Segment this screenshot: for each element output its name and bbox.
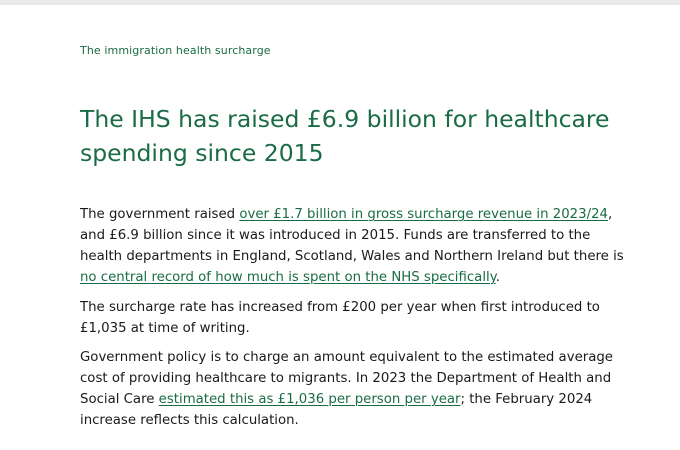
paragraph-revenue [80,204,628,288]
paragraph-text: , and £6.9 billion since it was introduced in 2015. Funds are transferred to the health departments in England, Scotland, Wales and Northern Ireland but there is [80,207,624,264]
paragraph-text: . [495,270,500,285]
paragraph-text: The government raised [80,207,240,222]
top-bar [0,0,680,5]
paragraph-text: Government policy is to charge an amount equivalent to the estimated average cost of providing healthcare to migrants. In 2023 the Department of Health and Social Care [80,350,613,407]
section-label: The immigration health surcharge [80,44,271,57]
page-headline: The IHS has raised £6.9 billion for healthcare spending since 2015 [80,105,610,167]
nhs-spending-record-link[interactable]: no central record of how much is spent on the NHS specifically [80,270,496,285]
surcharge-revenue-link[interactable]: over £1.7 billion in gross surcharge revenue in 2023/24 [239,207,608,222]
paragraph-rate: The surcharge rate has increased from £200 per year when first introduced to £1,035 at time of writing. [80,300,600,336]
cost-estimate-link[interactable]: estimated this as £1,036 per person per year [158,392,461,407]
paragraph-text: ; the February 2024 increase reflects this calculation. [80,392,593,428]
paragraph-policy [80,347,628,431]
